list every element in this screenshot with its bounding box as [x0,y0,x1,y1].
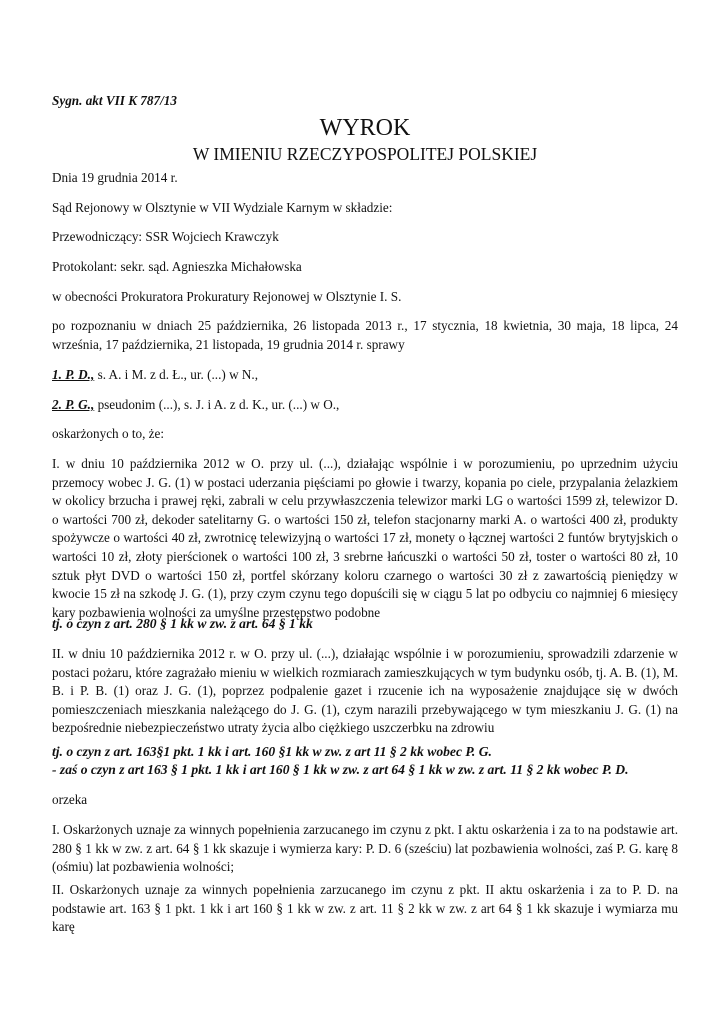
presiding-judge: Przewodniczący: SSR Wojciech Krawczyk [52,229,279,244]
charge-2-text: II. w dniu 10 października 2012 r. w O. przy ul. (...), działając wspólnie i w porozumieniu, sprowadzili zdarzenie w postaci pożaru, które zagrażało mieniu w wielkich rozmiarach zamieszkujących w tym budynku osób, tj. A. B. (1), M. B. i P. B. (1) oraz J. G. (1), poprzez podpalenie gazet i rzucenie ich na wyposażenie znajdujące się w dwóch pomieszczeniach mieszkania należącego do J. G. (1), czym narazili przebywającego w tym mieszkaniu J. G. (1) na bezpośrednie niebezpieczeństwo utraty życia albo ciężkiego uszczerbku na zdrowiu [52,646,678,736]
defendant-1-label: 1. P. D., [52,367,95,382]
court-composition: Sąd Rejonowy w Olsztynie w VII Wydziale Karnym w składzie: [52,200,393,215]
document-title: WYROK [319,115,411,141]
charge-2-qualification-2: - zaś o czyn z art 163 § 1 pkt. 1 kk i art 160 § 1 kk w zw. z art 64 § 1 kk w zw. z art. 11 § 2 kk wobec P. D. [52,762,629,777]
ruling-1: I. Oskarżonych uznaje za winnych popełnienia zarzucanego im czynu z pkt. I aktu oskarżenia i za to na podstawie art. 280 § 1 kk w zw. z art. 64 § 1 kk skazuje i wymierza kary: P. D. 6 (sześciu) lat pozbawienia wolności, zaś P. G. karę 8 (ośmiu) lat pozbawienia wolności; [52,822,678,875]
case-number: Sygn. akt VII K 787/13 [52,93,177,108]
document-subtitle: W IMIENIU RZECZYPOSPOLITEJ POLSKIEJ [192,144,538,164]
defendant-2 [52,396,678,415]
defendant-1-details: s. A. i M. z d. Ł., ur. (...) w N., [94,367,259,382]
defendant-1 [52,366,678,385]
court-clerk: Protokolant: sekr. sąd. Agnieszka Michałowska [52,259,302,274]
charge-1-text: I. w dniu 10 października 2012 w O. przy ul. (...), działając wspólnie i w porozumieniu, po uprzednim użyciu przemocy wobec J. G. (1) w postaci uderzania pięściami po głowie i twarzy, kopania po ciele, przypalania żelazkiem w okolicy brzucha i prawej ręki, zabrali w celu przywłaszczenia telewizor marki LG o wartości 1599 zł, telewizor D. o wartości 700 zł, dekoder satelitarny G. o wartości 150 zł, telefon stacjonarny marki A. o wartości 400 zł, produkty spożywcze o wartości 40 zł, zwrotnicę telewizyjną o wartości 17 zł, monety o łącznej wartości 2 funtów brytyjskich o wartości 10 zł, złoty pierścionek o wartości 100 zł, 3 srebrne łańcuszki o wartości 50 zł, toster o wartości 80 zł, 10 sztuk płyt DVD o wartości 150 zł, portfel skórzany koloru czarnego o wartości 30 zł z zawartością pieniędzy w kwocie 15 zł na szkodę J. G. (1), przy czym czynu tego dopuścili się w ciągu 5 lat po odbyciu co najmniej 6 miesięcy kary pozbawienia wolności za umyślne przestępstwo podobne [52,456,678,620]
ruling-2: II. Oskarżonych uznaje za winnych popełnienia zarzucanego im czynu z pkt. II aktu oskarżenia i za to P. D. na podstawie art. 163 § 1 pkt. 1 kk i art 160 § 1 kk w zw. z art. 11 § 2 kk w zw. z art 64 § 1 kk skazuje i wymiarza mu karę [52,882,678,935]
accused-intro: oskarżonych o to, że: [52,426,165,441]
judgment-date: Dnia 19 grudnia 2014 r. [52,170,178,185]
defendant-2-label: 2. P. G., [52,397,95,412]
defendant-2-details: pseudonim (...), s. J. i A. z d. K., ur. (...) w O., [94,397,340,412]
charge-1-qualification: tj. o czyn z art. 280 § 1 kk w zw. z art. 64 § 1 kk [52,616,313,631]
charge-2-qualification-1: tj. o czyn z art. 163§1 pkt. 1 kk i art. 160 §1 kk w zw. z art 11 § 2 kk wobec P. G. [52,744,492,759]
ruling-intro: orzeka [52,792,88,807]
prosecutor-presence: w obecności Prokuratora Prokuratury Rejonowej w Olsztynie I. S. [52,289,402,304]
hearing-dates: po rozpoznaniu w dniach 25 października, 26 listopada 2013 r., 17 stycznia, 18 kwietnia, 30 maja, 18 lipca, 24 września, 17 października, 21 listopada, 19 grudnia 2014 r. sprawy [52,318,678,352]
